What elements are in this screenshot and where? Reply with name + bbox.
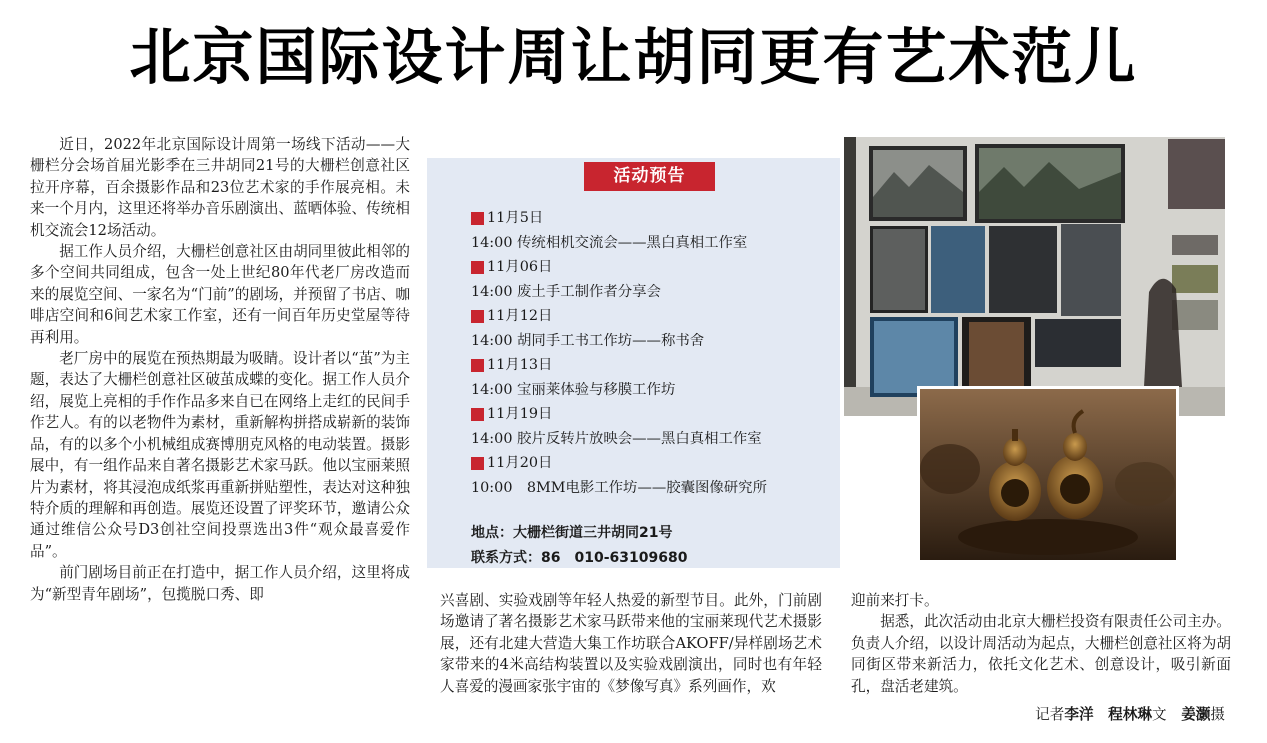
event-date-text: 11月06日: [487, 259, 553, 275]
red-square-icon: [471, 261, 484, 274]
article-paragraph: 据悉，此次活动由北京大栅栏投资有限责任公司主办。负责人介绍，以设计周活动为起点，大栅栏创意社区将为胡同街区带来新活力，依托文化艺术、创意设计，吸引新面孔，盘活老建筑。: [851, 613, 1231, 695]
event-venue: 地点：大栅栏街道三井胡同21号: [471, 525, 673, 541]
gourd-craft-photo: [917, 386, 1179, 563]
gallery-wall-image: [844, 137, 1225, 416]
photographer-name: 姜灏: [1181, 706, 1211, 723]
event-date-text: 11月13日: [487, 357, 553, 373]
byline: [851, 704, 1225, 725]
byline-role: 文: [1151, 706, 1167, 723]
article-paragraph: 老厂房中的展览在预热期最为吸睛。设计者以“茧”为主题，表达了大栅栏创意社区破茧成蝶的变化。据工作人员介绍，展览上亮相的手作作品多来自已在网络上走红的民间手作艺人。有的以老物件为素材，重新解构拼搭成崭新的装饰品，有的以多个小机械组成赛博朋克风格的电动装置。摄影展中，有一组作品来自著名摄影艺术家马跃。他以宝丽莱照片为素材，将其浸泡成纸浆再重新拼贴塑性，表达对这种独特介质的理解和再创造。展览还设置了评奖环节，邀请公众通过维信公众号D3创社空间投票选出3件“观众最喜爱作品”。: [30, 350, 410, 560]
red-square-icon: [471, 408, 484, 421]
article-middle-column: [440, 590, 822, 697]
event-detail: 10:00 8MM电影工作坊——胶囊图像研究所: [471, 479, 767, 496]
event-venue-info: [471, 521, 687, 571]
gourd-craft-image: [920, 389, 1176, 560]
reporter-name: 李洋: [1064, 706, 1094, 723]
event-detail: 14:00 传统相机交流会——黑白真相工作室: [471, 234, 748, 251]
event-notice-badge: 活动预告: [584, 162, 715, 191]
red-square-icon: [471, 310, 484, 323]
event-date-text: 11月12日: [487, 308, 553, 324]
byline-role: 摄: [1210, 706, 1225, 723]
article-paragraph: 兴喜剧、实验戏剧等年轻人热爱的新型节目。此外，门前剧场邀请了著名摄影艺术家马跃带来他的宝丽莱现代艺术摄影展，还有北建大营造大集工作坊联合AKOFF/异样剧场艺术家带来的4米高结构装置以及实验戏剧演出，同时也有年轻人喜爱的漫画家张宇宙的《梦像写真》系列画作，欢: [440, 592, 822, 695]
article-left-column: [30, 134, 410, 605]
red-square-icon: [471, 359, 484, 372]
article-paragraph: 迎前来打卡。: [851, 592, 939, 609]
event-detail: 14:00 宝丽莱体验与移膜工作坊: [471, 381, 676, 398]
article-right-column: [851, 590, 1231, 697]
article-paragraph: 前门剧场目前正在打造中，据工作人员介绍，这里将成为“新型青年剧场”，包揽脱口秀、即: [30, 564, 410, 603]
byline-prefix: 记者: [1035, 706, 1065, 723]
event-date-text: 11月20日: [487, 455, 553, 471]
event-notice-box: [427, 158, 840, 568]
event-detail: 14:00 废土手工制作者分享会: [471, 283, 661, 300]
event-date: [471, 255, 841, 280]
event-date: [471, 353, 841, 378]
reporter-name: 程林琳: [1108, 706, 1152, 723]
event-date: [471, 402, 841, 427]
exhibition-photo: [844, 137, 1225, 416]
red-square-icon: [471, 457, 484, 470]
article-paragraph: 据工作人员介绍，大栅栏创意社区由胡同里彼此相邻的多个空间共同组成，包含一处上世纪80年代老厂房改造而来的展览空间、一家名为“门前”的剧场，并预留了书店、咖啡店空间和6间艺术家工作室，还有一间百年历史堂屋等待再利用。: [30, 243, 410, 346]
event-detail: 14:00 胶片反转片放映会——黑白真相工作室: [471, 430, 762, 447]
event-date: [471, 304, 841, 329]
red-square-icon: [471, 212, 484, 225]
article-paragraph: 近日，2022年北京国际设计周第一场线下活动——大栅栏分会场首届光影季在三井胡同21号的大栅栏创意社区拉开序幕，百余摄影作品和23位艺术家的手作展亮相。未来一个月内，这里还将举办音乐剧演出、蓝晒体验、传统相机交流会12场活动。: [30, 136, 410, 239]
headline: 北京国际设计周让胡同更有艺术范儿: [129, 22, 1138, 93]
event-date-text: 11月19日: [487, 406, 553, 422]
event-date: [471, 206, 841, 231]
event-detail: 14:00 胡同手工书工作坊——称书舍: [471, 332, 705, 349]
event-contact: 联系方式：86 010-63109680: [471, 550, 688, 566]
event-date: [471, 451, 841, 476]
event-list: [471, 206, 841, 500]
event-date-text: 11月5日: [487, 210, 544, 226]
